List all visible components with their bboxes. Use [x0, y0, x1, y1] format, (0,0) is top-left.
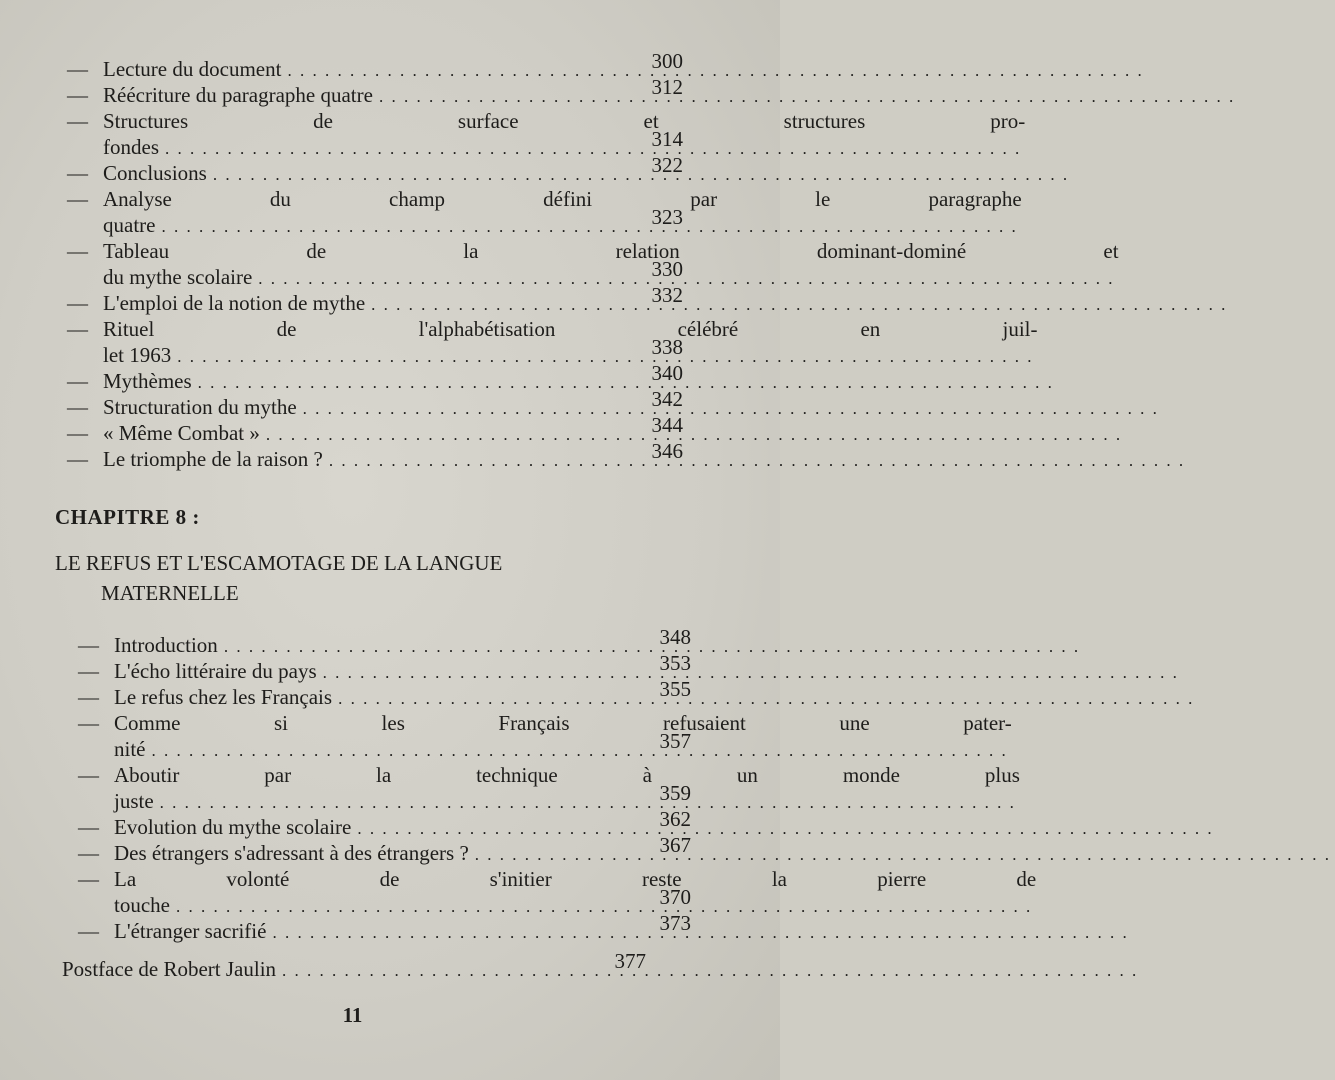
toc-entry-title: L'emploi de la notion de mythe [103, 291, 366, 315]
leader-dots [303, 396, 1159, 422]
toc-entry-title: L'étranger sacrifié [114, 919, 267, 943]
toc-page-number: 348 [659, 625, 691, 649]
toc-page-number: 370 [659, 885, 691, 909]
leader-dots [176, 894, 1032, 920]
leader-dots [338, 686, 1194, 712]
toc-dash: — [67, 83, 88, 107]
toc-entry [78, 677, 691, 710]
toc-page-number: 330 [651, 257, 683, 281]
leader-dots [160, 790, 1016, 816]
chapter-title-line1: LE REFUS ET L'ESCAMOTAGE DE LA LANGUE [55, 551, 503, 575]
toc-page-number: 338 [651, 335, 683, 359]
toc-entry-title: Des étrangers s'adressant à des étrangers ? [114, 841, 469, 865]
toc-dash: — [78, 919, 99, 943]
toc-entry-title: touche [114, 893, 170, 917]
toc-entry-title: quatre [103, 213, 156, 237]
chapter-title-line2: MATERNELLE [101, 581, 239, 605]
leader-dots [161, 214, 1017, 240]
toc-entry-title: fondes [103, 135, 159, 159]
postface-page-number: 377 [614, 949, 646, 973]
toc-entry-title: Analyse du champ défini par le paragraphe [103, 187, 1022, 211]
toc-entry-title: juste [114, 789, 154, 813]
toc-page-number: 322 [651, 153, 683, 177]
toc-page-number: 342 [651, 387, 683, 411]
toc-entry [67, 49, 683, 82]
postface-entry [62, 949, 646, 982]
toc-page-number: 332 [651, 283, 683, 307]
leader-dots [272, 920, 1128, 946]
toc-dash: — [67, 57, 88, 81]
toc-entry [67, 387, 683, 420]
toc-entry-title: Conclusions [103, 161, 207, 185]
toc-entry-title: Le refus chez les Français [114, 685, 333, 709]
toc-entry-title: L'écho littéraire du pays [114, 659, 317, 683]
toc-entry [67, 413, 683, 446]
leader-dots [165, 136, 1021, 162]
toc-page-number: 353 [659, 651, 691, 675]
toc-entry-title: du mythe scolaire [103, 265, 253, 289]
toc-entry [67, 238, 1119, 290]
postface-title: Postface de Robert Jaulin [62, 957, 277, 981]
toc-entry [78, 762, 1020, 814]
toc-dash: — [78, 685, 99, 709]
toc-entry [67, 439, 683, 472]
toc-entry [67, 316, 1038, 368]
toc-dash: — [67, 395, 88, 419]
toc-entry [67, 186, 1022, 238]
leader-dots [323, 660, 1179, 686]
toc-page-number: 359 [659, 781, 691, 805]
toc-page-number: 355 [659, 677, 691, 701]
leader-dots [475, 842, 1331, 868]
toc-entry [78, 807, 691, 840]
toc-dash: — [67, 109, 88, 133]
leader-dots [287, 58, 1143, 84]
toc-page-number: 314 [651, 127, 683, 151]
toc-entry [67, 153, 683, 186]
toc-entry-title: Le triomphe de la raison ? [103, 447, 323, 471]
toc-page-number: 367 [659, 833, 691, 857]
toc-entry-title: Evolution du mythe scolaire [114, 815, 352, 839]
leader-dots [266, 422, 1122, 448]
toc-dash: — [78, 815, 99, 839]
toc-entry-title: Réécriture du paragraphe quatre [103, 83, 373, 107]
toc-page-number: 340 [651, 361, 683, 385]
toc-entry-title: Comme si les Français refusaient une pater- [114, 711, 1012, 735]
page-number: 11 [342, 1003, 363, 1027]
toc-entry-title: Structuration du mythe [103, 395, 297, 419]
leader-dots [329, 448, 1185, 474]
toc-dash: — [67, 161, 88, 185]
toc-page-number: 300 [651, 49, 683, 73]
toc-entry [67, 75, 683, 108]
toc-entry [78, 625, 691, 658]
toc-dash: — [67, 369, 88, 393]
toc-entry-title: Tableau de la relation dominant-dominé et [103, 239, 1119, 263]
toc-entry-title: « Même Combat » [103, 421, 260, 445]
toc-entry [67, 108, 1026, 160]
toc-dash: — [67, 291, 88, 315]
toc-page-number: 357 [659, 729, 691, 753]
toc-page-number: 346 [651, 439, 683, 463]
leader-dots [198, 370, 1054, 396]
toc-entry [67, 361, 683, 394]
toc-page-number: 312 [651, 75, 683, 99]
toc-entry [67, 283, 683, 316]
toc-dash: — [67, 187, 88, 211]
leader-dots [371, 292, 1227, 318]
toc-page-number: 373 [659, 911, 691, 935]
toc-dash: — [78, 633, 99, 657]
toc-entry [78, 911, 691, 944]
toc-entry-title: Structures de surface et structures pro- [103, 109, 1026, 133]
toc-dash: — [78, 659, 99, 683]
toc-dash: — [78, 841, 99, 865]
toc-entry-title: Aboutir par la technique à un monde plus [114, 763, 1020, 787]
toc-page-number: 344 [651, 413, 683, 437]
toc-entry-title: Rituel de l'alphabétisation célébré en juil- [103, 317, 1038, 341]
toc-entry-title: Introduction [114, 633, 218, 657]
toc-entry-title: Lecture du document [103, 57, 282, 81]
toc-dash: — [67, 421, 88, 445]
toc-page-number: 362 [659, 807, 691, 831]
toc-entry-title: La volonté de s'initier reste la pierre de [114, 867, 1037, 891]
leader-dots [152, 738, 1008, 764]
toc-dash: — [67, 317, 88, 341]
leader-dots [379, 84, 1235, 110]
toc-dash: — [67, 239, 88, 263]
toc-dash: — [67, 447, 88, 471]
toc-page-number: 323 [651, 205, 683, 229]
toc-entry-title: let 1963 [103, 343, 172, 367]
toc-dash: — [78, 763, 99, 787]
toc-entry [78, 833, 691, 866]
leader-dots [177, 344, 1033, 370]
leader-dots [357, 816, 1213, 842]
toc-dash: — [78, 711, 99, 735]
leader-dots [282, 958, 1138, 984]
leader-dots [258, 266, 1114, 292]
toc-dash: — [78, 867, 99, 891]
toc-entry [78, 651, 691, 684]
chapter-label: CHAPITRE 8 : [55, 505, 200, 529]
chapter-title [55, 548, 595, 608]
toc-entry-title: Mythèmes [103, 369, 192, 393]
toc-entry-title: nité [114, 737, 146, 761]
toc-entry [78, 866, 1037, 918]
toc-entry [78, 710, 1012, 762]
